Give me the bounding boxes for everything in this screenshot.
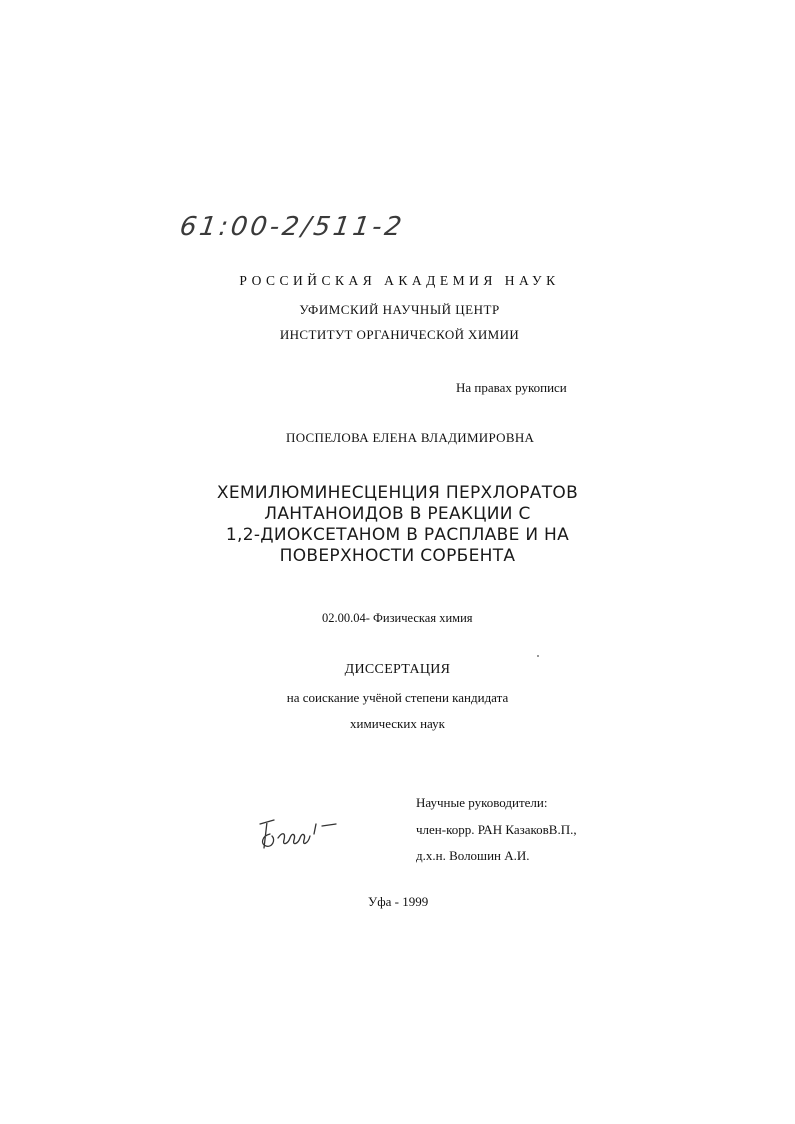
speck-mark [537, 655, 539, 657]
title-line: ПОВЕРХНОСТИ СОРБЕНТА [279, 546, 516, 566]
scientific-center-name: УФИМСКИЙ НАУЧНЫЙ ЦЕНТР [299, 302, 500, 317]
academy-name: РОССИЙСКАЯ АКАДЕМИЯ НАУК [239, 273, 560, 288]
catalog-code: 61:00-2/511-2 [177, 212, 407, 242]
title-line: 1,2-ДИОКСЕТАНОМ В РАСПЛАВЕ И НА [225, 525, 570, 545]
handwritten-signature [252, 810, 342, 860]
title-line: ХЕМИЛЮМИНЕСЦЕНЦИЯ ПЕРХЛОРАТОВ [216, 483, 579, 503]
degree-purpose-line: на соискание учёной степени кандидата [286, 690, 509, 705]
author-name: ПОСПЕЛОВА ЕЛЕНА ВЛАДИМИРОВНА [286, 430, 535, 445]
title-line: ЛАНТАНОИДОВ В РЕАКЦИИ С [264, 504, 531, 524]
specialty-code: 02.00.04- Физическая химия [322, 611, 473, 625]
document-type: ДИССЕРТАЦИЯ [344, 662, 451, 677]
rights-notice: На правах рукописи [456, 380, 567, 395]
degree-purpose-line: химических наук [350, 716, 445, 731]
institute-name: ИНСТИТУТ ОРГАНИЧЕСКОЙ ХИМИИ [279, 327, 520, 342]
supervisor-line: член-корр. РАН КазаковВ.П., [416, 822, 577, 837]
place-and-year: Уфа - 1999 [368, 894, 429, 909]
supervisors-heading: Научные руководители: [416, 795, 548, 810]
dissertation-title [0, 483, 795, 567]
supervisor-line: д.х.н. Волошин А.И. [416, 848, 530, 863]
